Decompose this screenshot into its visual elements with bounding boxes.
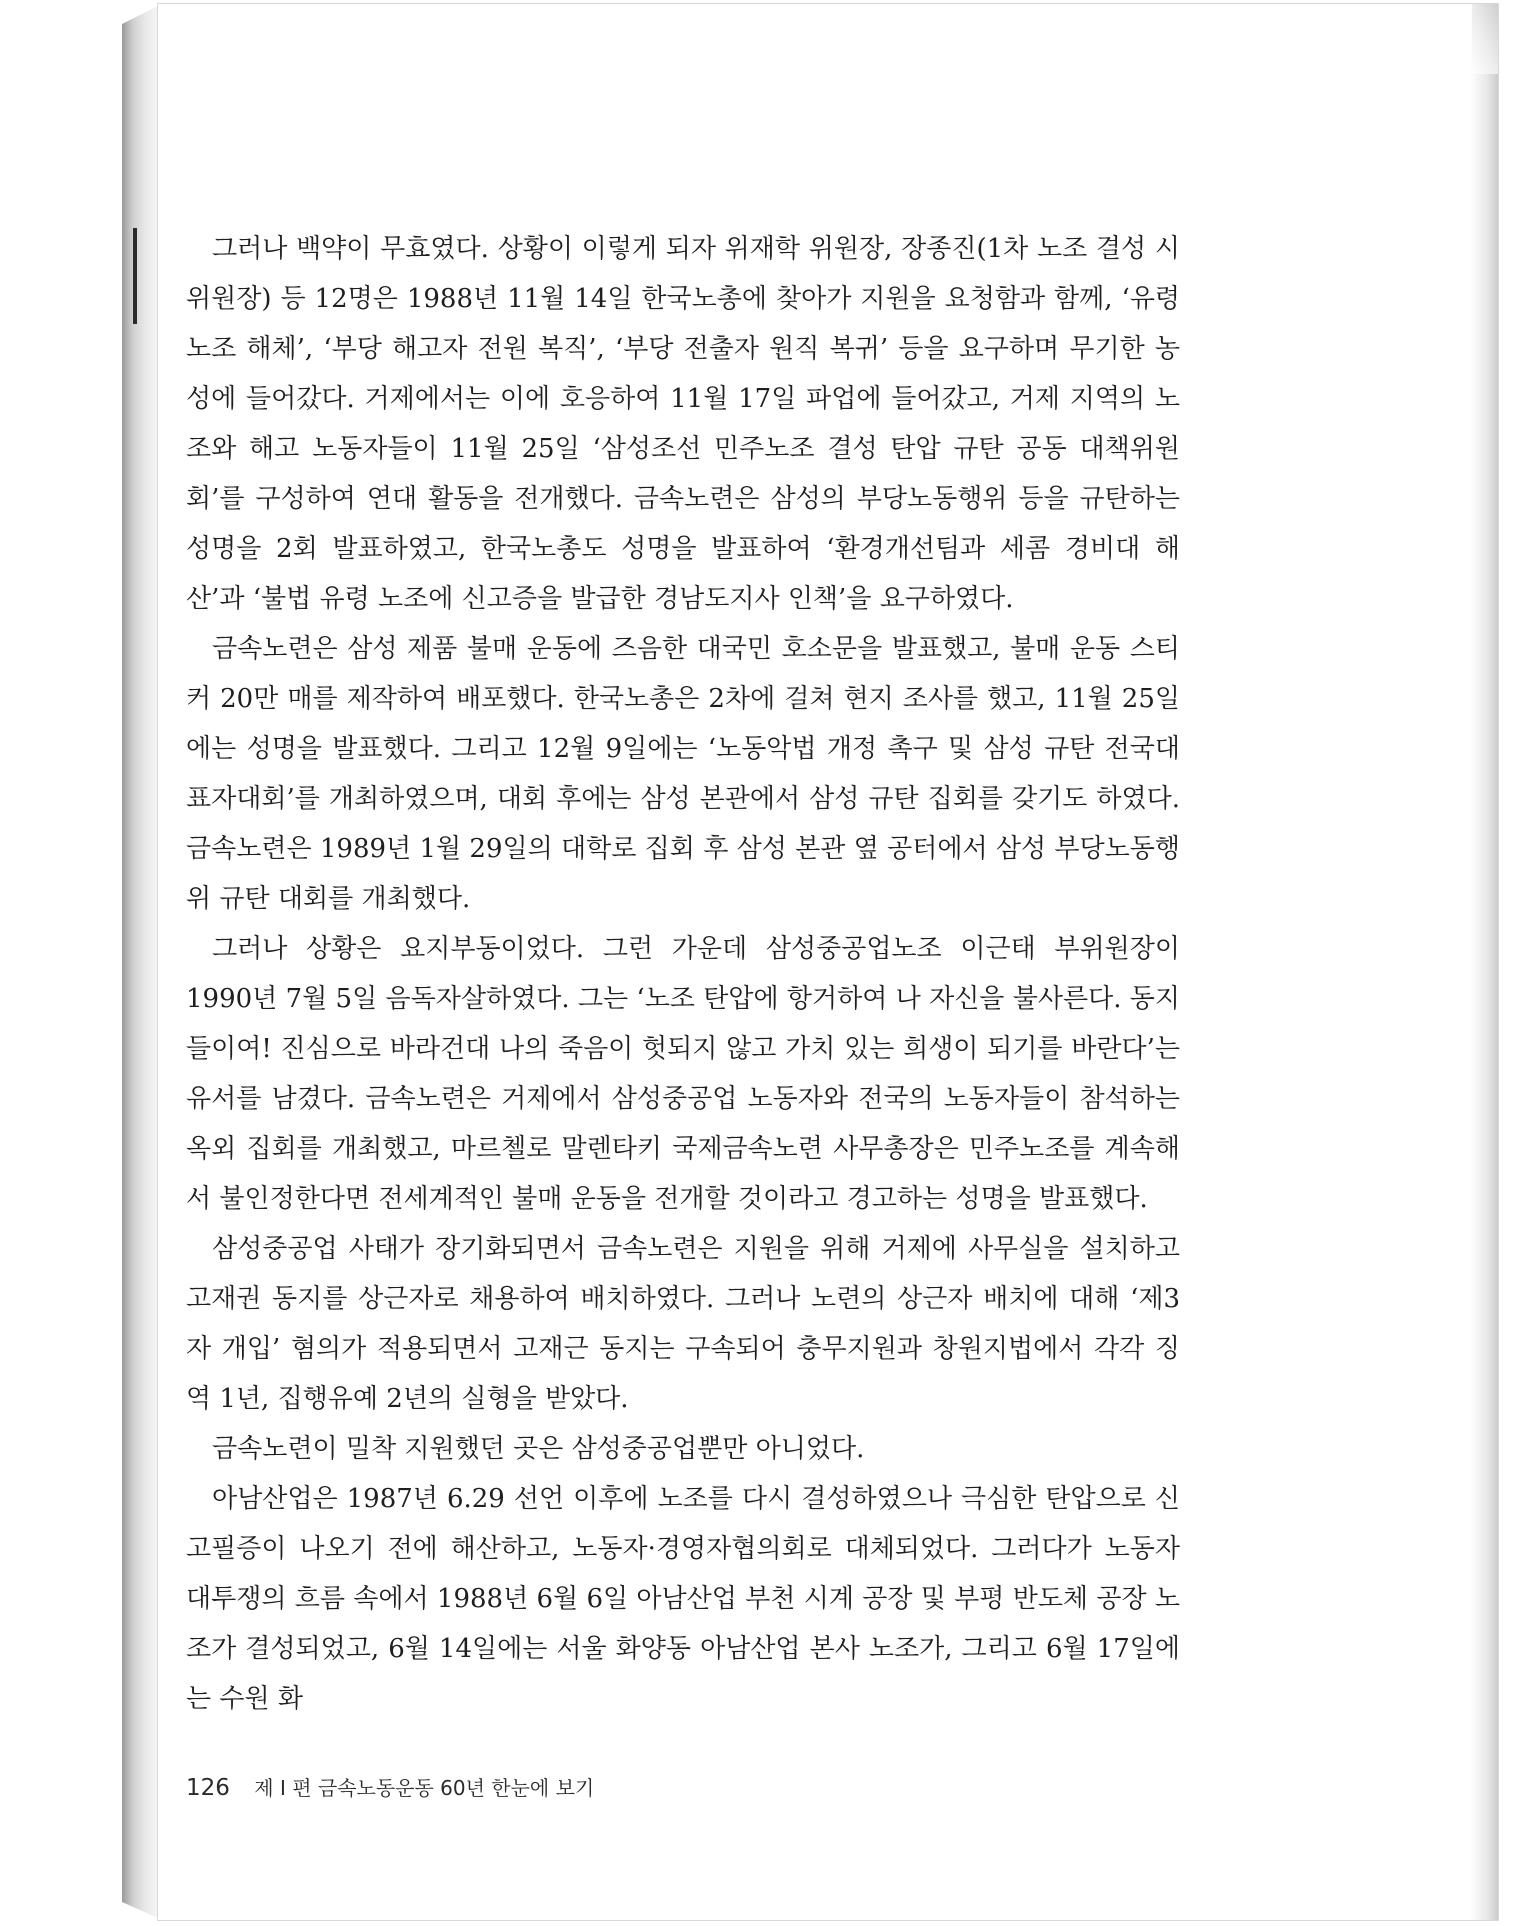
page-right-shadow bbox=[1470, 4, 1498, 1920]
paragraph: 아남산업은 1987년 6.29 선언 이후에 노조를 다시 결성하였으나 극심한 탄압으로 신고필증이 나오기 전에 해산하고, 노동자·경영자협의회로 대체되었다. 그러다가 노동자 대투쟁의 흐름 속에서 1988년 6월 6일 아남산업 부천 시계 공장 및 부평 반도체 공장 노조가 결성되었고, 6월 14일에는 서울 화양동 아남산업 본사 노조가, 그리고 6월 17일에는 수원 화 bbox=[186, 1484, 1180, 1714]
spine-mark bbox=[133, 228, 137, 324]
page-number: 126 bbox=[186, 1775, 230, 1801]
book-spine-edge bbox=[122, 6, 158, 1918]
page-corner-curl bbox=[1472, 4, 1498, 74]
paragraph: 금속노련이 밀착 지원했던 곳은 삼성중공업뿐만 아니었다. bbox=[212, 1434, 865, 1464]
paragraph: 그러나 상황은 요지부동이었다. 그런 가운데 삼성중공업노조 이근태 부위원장이 1990년 7월 5일 음독자살하였다. 그는 ‘노조 탄압에 항거하여 나 자신을 불사른다. 동지들이여! 진심으로 바라건대 나의 죽음이 헛되지 않고 가치 있는 희생이 되기를 바란다’는 유서를 남겼다. 금속노련은 거제에서 삼성중공업 노동자와 전국의 노동자들이 참석하는 옥외 집회를 개최했고, 마르첼로 말렌타키 국제금속노련 사무총장은 민주노조를 계속해서 불인정한다면 전세계적인 불매 운동을 전개할 것이라고 경고하는 성명을 발표했다. bbox=[186, 934, 1180, 1214]
section-title: 제 I 편 금속노동운동 60년 한눈에 보기 bbox=[254, 1776, 595, 1800]
page-footer bbox=[186, 1772, 594, 1801]
paragraph: 그러나 백약이 무효였다. 상황이 이렇게 되자 위재학 위원장, 장종진(1차 노조 결성 시 위원장) 등 12명은 1988년 11월 14일 한국노총에 찾아가 지원을 요청함과 함께, ‘유령 노조 해체’, ‘부당 해고자 전원 복직’, ‘부당 전출자 원직 복귀’ 등을 요구하며 무기한 농성에 들어갔다. 거제에서는 이에 호응하여 11월 17일 파업에 들어갔고, 거제 지역의 노조와 해고 노동자들이 11월 25일 ‘삼성조선 민주노조 결성 탄압 규탄 공동 대책위원회’를 구성하여 연대 활동을 전개했다. 금속노련은 삼성의 부당노동행위 등을 규탄하는 성명을 2회 발표하였고, 한국노총도 성명을 발표하여 ‘환경개선팀과 세콤 경비대 해산’과 ‘불법 유령 노조에 신고증을 발급한 경남도지사 인책’을 요구하였다. bbox=[186, 234, 1180, 614]
paragraph: 삼성중공업 사태가 장기화되면서 금속노련은 지원을 위해 거제에 사무실을 설치하고 고재권 동지를 상근자로 채용하여 배치하였다. 그러나 노련의 상근자 배치에 대해 ‘제3자 개입’ 혐의가 적용되면서 고재근 동지는 구속되어 충무지원과 창원지법에서 각각 징역 1년, 집행유예 2년의 실형을 받았다. bbox=[186, 1234, 1180, 1414]
paragraph: 금속노련은 삼성 제품 불매 운동에 즈음한 대국민 호소문을 발표했고, 불매 운동 스티커 20만 매를 제작하여 배포했다. 한국노총은 2차에 걸쳐 현지 조사를 했고, 11월 25일에는 성명을 발표했다. 그리고 12월 9일에는 ‘노동악법 개정 촉구 및 삼성 규탄 전국대표자대회’를 개최하였으며, 대회 후에는 삼성 본관에서 삼성 규탄 집회를 갖기도 하였다. 금속노련은 1989년 1월 29일의 대학로 집회 후 삼성 본관 옆 공터에서 삼성 부당노동행위 규탄 대회를 개최했다. bbox=[186, 634, 1180, 914]
body-text bbox=[186, 224, 1180, 1724]
